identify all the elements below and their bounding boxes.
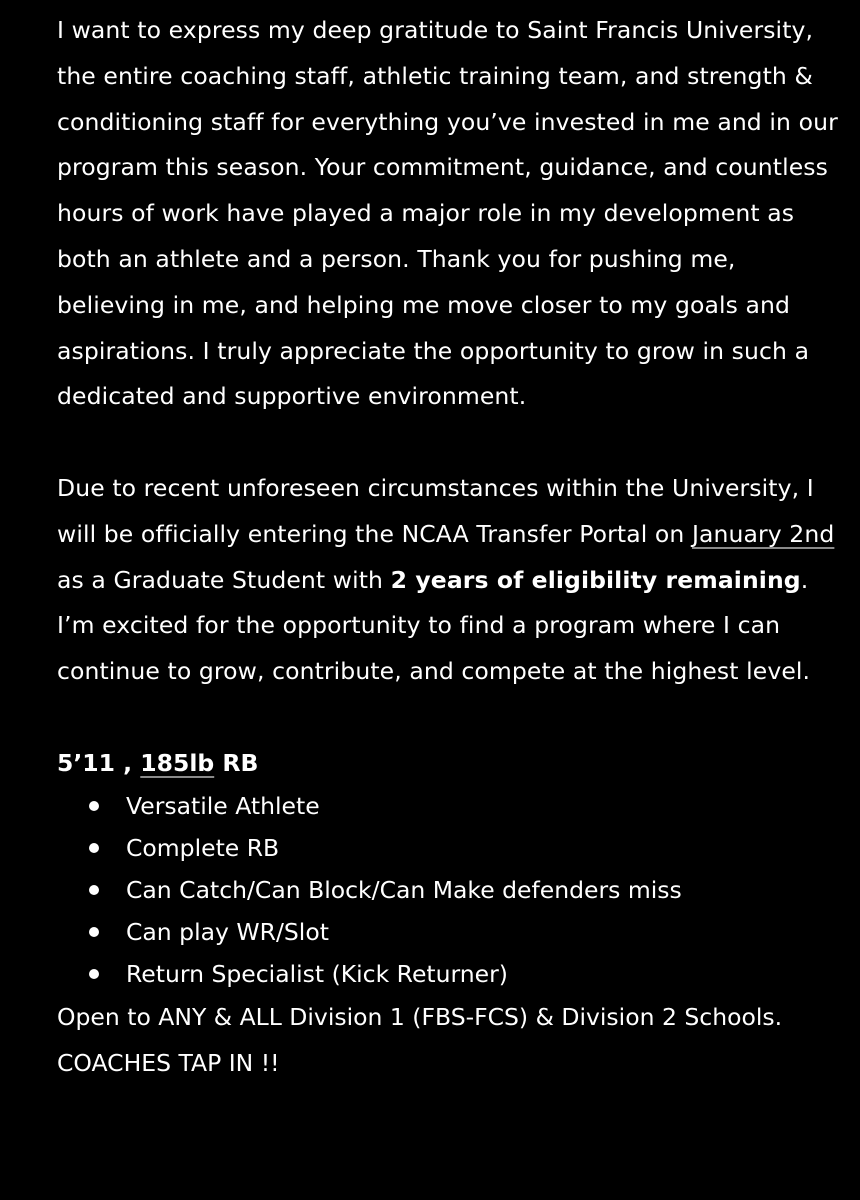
player-stats	[57, 741, 847, 785]
height-text: 5’11 ,	[57, 748, 141, 777]
paragraph-gap	[57, 695, 847, 741]
list-item-label: Complete RB	[126, 833, 280, 862]
list-item	[57, 953, 847, 995]
weight-link[interactable]: 185lb	[140, 748, 215, 777]
position-text: RB	[214, 748, 259, 777]
paragraph-gap	[57, 420, 847, 466]
transfer-paragraph	[57, 466, 847, 695]
bullet-icon	[89, 927, 99, 937]
bullet-icon	[89, 801, 99, 811]
bullet-icon	[89, 843, 99, 853]
list-item-label: Can Catch/Can Block/Can Make defenders miss	[126, 875, 682, 904]
note-body	[57, 8, 847, 1086]
skills-list	[57, 785, 847, 995]
transfer-text-3: . I’m excited for the opportunity to find a program where I can continue to grow, contribute, and compete at the highest level.	[57, 565, 811, 686]
list-item-label: Can play WR/Slot	[126, 917, 329, 946]
gratitude-paragraph: I want to express my deep gratitude to Saint Francis University, the entire coaching staff, athletic training team, and strength & conditioning staff for everything you’ve invested in me and in our program this season. Your commitment, guidance, and countless hours of work have played a major role in my development as both an athlete and a person. Thank you for pushing me, believing in me, and helping me move closer to my goals and aspirations. I truly appreciate the opportunity to grow in such a dedicated and supportive environment.	[57, 16, 838, 411]
list-item	[57, 827, 847, 869]
list-item	[57, 869, 847, 911]
eligibility-text: 2 years of eligibility remaining	[390, 565, 801, 594]
closing-text: Open to ANY & ALL Division 1 (FBS-FCS) & Division 2 Schools. COACHES TAP IN !!	[57, 1002, 783, 1077]
bullet-icon	[89, 885, 99, 895]
transfer-text-1: Due to recent unforeseen circumstances within the University, I will be officially entering the NCAA Transfer Portal on	[57, 473, 814, 548]
list-item	[57, 785, 847, 827]
list-item-label: Versatile Athlete	[126, 791, 320, 820]
transfer-text-2: as a Graduate Student with	[57, 565, 391, 594]
bullet-icon	[89, 969, 99, 979]
date-link[interactable]: January 2nd	[691, 519, 835, 548]
list-item-label: Return Specialist (Kick Returner)	[126, 959, 508, 988]
list-item	[57, 911, 847, 953]
